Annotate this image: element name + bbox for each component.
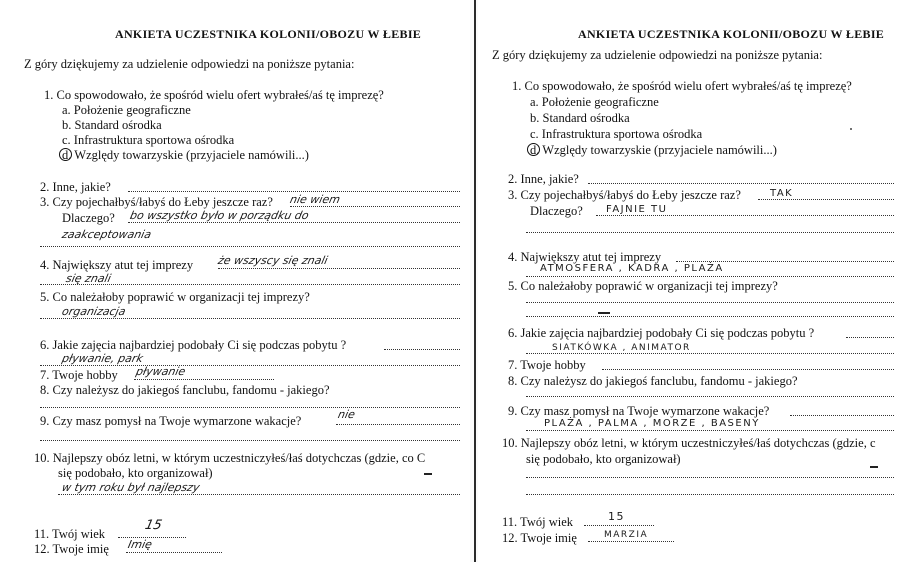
option-c: c. Infrastruktura sportowa ośrodka bbox=[62, 133, 235, 147]
answer-line bbox=[526, 302, 894, 303]
option-b: b. Standard ośrodka bbox=[530, 111, 630, 125]
answer-line bbox=[218, 268, 460, 269]
option-c: c. Infrastruktura sportowa ośrodka bbox=[530, 127, 703, 141]
selected-option-circle bbox=[59, 148, 72, 161]
answer-line bbox=[526, 353, 894, 354]
answer-line bbox=[58, 494, 460, 495]
answer-line bbox=[588, 541, 674, 542]
handwritten-answer-q3: nie wiem bbox=[288, 193, 342, 206]
handwritten-answer-q4: że wszyscy się znali bbox=[216, 254, 329, 267]
answer-line bbox=[128, 222, 460, 223]
answer-line bbox=[40, 407, 460, 408]
answer-line bbox=[526, 396, 894, 397]
question-8: 8. Czy należysz do jakiegoś fanclubu, fandomu - jakiego? bbox=[40, 383, 330, 397]
answer-line bbox=[128, 191, 460, 192]
question-12: 12. Twoje imię bbox=[502, 531, 577, 545]
handwritten-answer-q4: ATMOSFERA , KADRA , PLAŻA bbox=[540, 263, 724, 274]
answer-line bbox=[526, 276, 894, 277]
intro-text: Z góry dziękujemy za udzielenie odpowiedzi na poniższe pytania: bbox=[492, 48, 823, 62]
handwritten-answer-q3-why: bo wszystko było w porządku do bbox=[128, 209, 311, 222]
question-8: 8. Czy należysz do jakiegoś fanclubu, fandomu - jakiego? bbox=[508, 374, 798, 388]
question-4: 4. Największy atut tej imprezy bbox=[40, 258, 194, 272]
intro-text: Z góry dziękujemy za udzielenie odpowiedzi na poniższe pytania: bbox=[24, 57, 355, 71]
handwritten-answer-q12: Imię bbox=[126, 538, 154, 551]
answer-line bbox=[126, 552, 222, 553]
answer-line bbox=[526, 477, 894, 478]
question-4: 4. Największy atut tej imprezy bbox=[508, 250, 662, 264]
question-5: 5. Co należałoby poprawić w organizacji tej imprezy? bbox=[508, 279, 778, 293]
handwritten-answer-q7: pływanie bbox=[134, 365, 187, 378]
answer-line bbox=[134, 379, 274, 380]
answer-line bbox=[676, 261, 894, 262]
question-2: 2. Inne, jakie? bbox=[508, 172, 579, 186]
option-a: a. Położenie geograficzne bbox=[530, 95, 659, 109]
answer-line bbox=[40, 284, 460, 285]
handwritten-answer-q9: nie bbox=[336, 408, 357, 421]
answer-line bbox=[526, 430, 894, 431]
question-6: 6. Jakie zajęcia najbardziej podobały Ci się podczas pobytu ? bbox=[40, 338, 347, 352]
option-d: d. Względy towarzyskie (przyjaciele namówili...) bbox=[530, 143, 777, 157]
question-3: 3. Czy pojechałbyś/łabyś do Łeby jeszcze raz? bbox=[40, 195, 273, 209]
paper-speck bbox=[850, 128, 852, 130]
answer-line bbox=[588, 183, 894, 184]
answer-line bbox=[40, 318, 460, 319]
option-a: a. Położenie geograficzne bbox=[62, 103, 191, 117]
answer-line bbox=[526, 494, 894, 495]
answer-line bbox=[290, 206, 460, 207]
handwritten-answer-q4-cont: się znali bbox=[64, 272, 113, 285]
handwritten-answer-q11: 15 bbox=[608, 510, 625, 523]
answer-line bbox=[526, 232, 894, 233]
answer-line bbox=[790, 415, 894, 416]
question-3: 3. Czy pojechałbyś/łabyś do Łeby jeszcze raz? bbox=[508, 188, 741, 202]
answer-line bbox=[384, 349, 460, 350]
answer-line bbox=[596, 215, 894, 216]
answer-line bbox=[584, 525, 654, 526]
handwritten-answer-q6: pływanie, park bbox=[60, 352, 145, 365]
question-3-why: Dlaczego? bbox=[530, 204, 583, 218]
handwritten-answer-q5: organizacja bbox=[60, 305, 127, 318]
page-edge bbox=[474, 0, 476, 562]
question-12: 12. Twoje imię bbox=[34, 542, 109, 556]
question-2: 2. Inne, jakie? bbox=[40, 180, 111, 194]
page-title: ANKIETA UCZESTNIKA KOLONII/OBOZU W ŁEBIE bbox=[578, 27, 885, 41]
handwritten-answer-q9: PLAŻA , PALMA , MORZE , BASENY bbox=[544, 418, 760, 429]
answer-line bbox=[526, 316, 894, 317]
answer-line bbox=[602, 369, 894, 370]
question-5: 5. Co należałoby poprawić w organizacji tej imprezy? bbox=[40, 290, 310, 304]
question-11: 11. Twój wiek bbox=[34, 527, 105, 541]
pen-mark bbox=[598, 312, 610, 314]
answer-line bbox=[40, 440, 460, 441]
pen-mark bbox=[424, 473, 432, 475]
selected-option-circle bbox=[527, 143, 540, 156]
answer-line bbox=[336, 424, 460, 425]
question-6: 6. Jakie zajęcia najbardziej podobały Ci się podczas pobytu ? bbox=[508, 326, 815, 340]
survey-page-right bbox=[478, 0, 900, 562]
question-10: 10. Najlepszy obóz letni, w którym uczestniczyłeś/łaś dotychczas (gdzie, c bbox=[502, 436, 876, 450]
question-3-why: Dlaczego? bbox=[62, 211, 115, 225]
pen-mark bbox=[870, 466, 878, 468]
handwritten-answer-q11: 15 bbox=[143, 518, 164, 533]
question-10-cont: się podobało, kto organizował) bbox=[526, 452, 681, 466]
question-7: 7. Twoje hobby bbox=[40, 368, 118, 382]
answer-line bbox=[40, 365, 460, 366]
question-10: 10. Najlepszy obóz letni, w którym uczestniczyłeś/łaś dotychczas (gdzie, co C bbox=[34, 451, 426, 465]
handwritten-answer-q3-why: FAJNIE TU bbox=[606, 204, 668, 215]
handwritten-answer-q12: MARZIA bbox=[604, 530, 649, 540]
option-b: b. Standard ośrodka bbox=[62, 118, 162, 132]
handwritten-answer-q3-why-cont: zaakceptowania bbox=[60, 228, 153, 241]
question-11: 11. Twój wiek bbox=[502, 515, 573, 529]
question-10-cont: się podobało, kto organizował) bbox=[58, 466, 213, 480]
option-d: d. Względy towarzyskie (przyjaciele namówili...) bbox=[62, 148, 309, 162]
page-title: ANKIETA UCZESTNIKA KOLONII/OBOZU W ŁEBIE bbox=[115, 27, 422, 41]
answer-line bbox=[758, 199, 894, 200]
handwritten-answer-q3: TAK bbox=[770, 188, 794, 199]
handwritten-answer-q10: w tym roku był najlepszy bbox=[60, 481, 201, 494]
question-9: 9. Czy masz pomysł na Twoje wymarzone wakacje? bbox=[40, 414, 302, 428]
question-9: 9. Czy masz pomysł na Twoje wymarzone wakacje? bbox=[508, 404, 770, 418]
question-7: 7. Twoje hobby bbox=[508, 358, 586, 372]
answer-line bbox=[846, 337, 894, 338]
handwritten-answer-q6: SIATKÓWKA , ANIMATOR bbox=[552, 343, 691, 353]
question-1: 1. Co spowodowało, że spośród wielu ofert wybrałeś/aś tę imprezę? bbox=[44, 88, 384, 102]
question-1: 1. Co spowodowało, że spośród wielu ofert wybrałeś/aś tę imprezę? bbox=[512, 79, 852, 93]
answer-line bbox=[40, 246, 460, 247]
